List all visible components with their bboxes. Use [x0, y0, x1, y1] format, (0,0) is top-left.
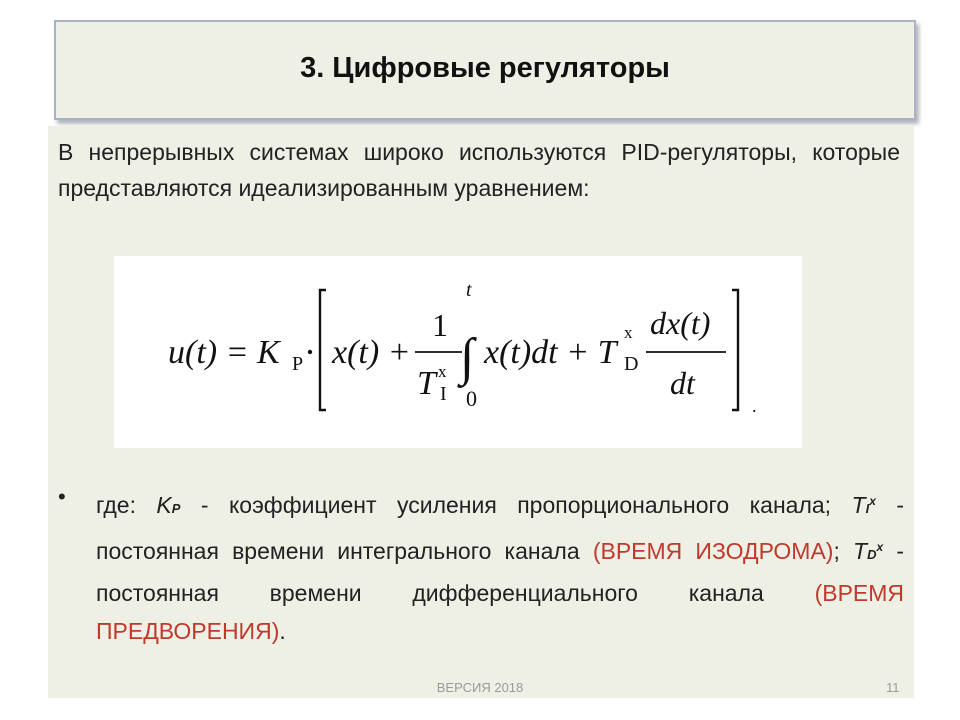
- intro-paragraph: В непрерывных системах широко используются PID-регуляторы, которые представляются идеализированным уравнением:: [58, 139, 900, 201]
- formula-lhs: u(t) = K: [168, 334, 280, 371]
- formula-td-sub: D: [624, 353, 639, 375]
- definitions-paragraph: [96, 482, 904, 650]
- derivative-time-name: (ВРЕМЯ ПРЕДВОРЕНИЯ): [96, 580, 905, 644]
- final-period: .: [279, 618, 286, 644]
- formula-dot: [308, 350, 312, 354]
- right-bracket: [732, 290, 738, 410]
- pid-formula: [114, 256, 802, 448]
- td-definition: - постоянная времени дифференциального канала: [96, 538, 905, 606]
- formula-ti-sub: I: [440, 383, 447, 405]
- left-bracket: [320, 290, 326, 410]
- formula-td-sup: x: [624, 323, 633, 342]
- formula-kp-sub: P: [292, 353, 304, 375]
- formula-integrand: x(t)dt + T: [484, 334, 617, 371]
- page-number: 11: [886, 680, 900, 695]
- formula-x-term: x(t) +: [332, 334, 411, 371]
- kp-definition: - коэффициент усиления пропорционального канала;: [200, 492, 832, 518]
- semicolon: ;: [833, 538, 840, 564]
- formula-frac-num: 1: [432, 307, 448, 343]
- ti-symbol: $TI^x$: [851, 492, 876, 518]
- where-word: где:: [96, 492, 136, 518]
- ti-definition: - постоянная времени интегрального канала: [96, 492, 904, 564]
- td-symbol: $TD^x$: [853, 538, 884, 564]
- formula-deriv-den: dt: [670, 365, 695, 401]
- slide-title: 3. Цифровые регуляторы: [300, 52, 670, 84]
- integral-sign: ∫: [460, 329, 475, 386]
- formula-ti-sup: x: [438, 362, 447, 381]
- bullet-icon: •: [58, 484, 66, 509]
- formula-int-upper: t: [466, 279, 472, 301]
- formula-ti: T: [417, 365, 436, 402]
- kp-symbol: KP: [156, 492, 181, 518]
- formula-int-lower: 0: [466, 386, 477, 411]
- formula-deriv-num: dx(t): [650, 305, 711, 341]
- title-box: [54, 20, 916, 120]
- formula-period: .: [752, 396, 757, 416]
- footer-version: ВЕРСИЯ 2018: [436, 680, 524, 695]
- integral-time-name: (ВРЕМЯ ИЗОДРОМА): [592, 538, 834, 564]
